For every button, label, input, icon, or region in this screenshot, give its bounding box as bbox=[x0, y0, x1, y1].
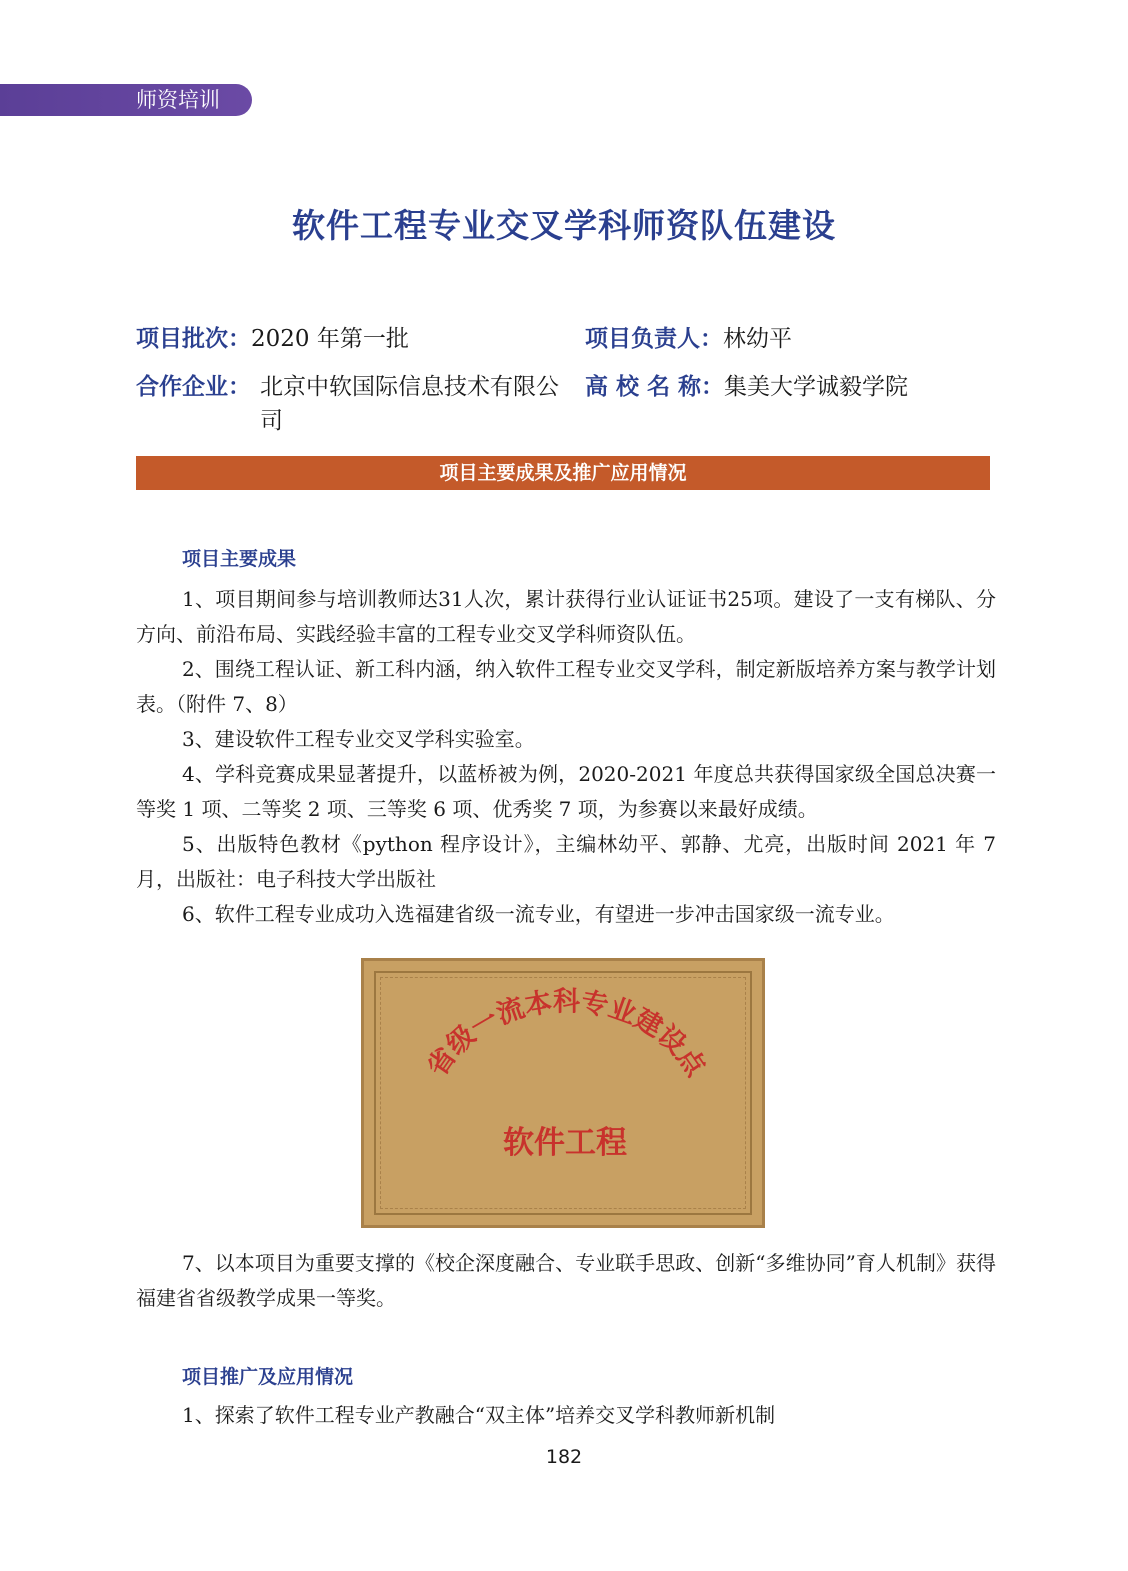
result-item-4: 4、学科竞赛成果显著提升，以蓝桥被为例，2020-2021 年度总共获得国家级全国总决赛一等奖 1 项、二等奖 2 项、三等奖 6 项、优秀奖 7 项，为参赛以来最好成绩。 bbox=[136, 762, 996, 821]
certificate-plaque bbox=[361, 958, 765, 1228]
plaque-main-text: 软件工程 bbox=[503, 1125, 627, 1161]
leader-label: 项目负责人： bbox=[585, 326, 723, 352]
school-value: 集美大学诚毅学院 bbox=[724, 374, 909, 400]
batch-value: 2020 年第一批 bbox=[251, 326, 409, 352]
page-number: 182 bbox=[545, 1446, 583, 1468]
certificate-text-svg bbox=[364, 961, 762, 1225]
company-label: 合作企业： bbox=[136, 374, 251, 400]
batch-label: 项目批次： bbox=[136, 326, 251, 352]
result-item-1: 1、项目期间参与培训教师达31人次，累计获得行业认证证书25项。建设了一支有梯队、分方向、前沿布局、实践经验丰富的工程专业交叉学科师资队伍。 bbox=[136, 587, 996, 646]
meta-school bbox=[585, 370, 908, 404]
promotion-heading: 项目推广及应用情况 bbox=[182, 1366, 354, 1388]
result-item-3: 3、建设软件工程专业交叉学科实验室。 bbox=[182, 727, 535, 751]
section-bar: 项目主要成果及推广应用情况 bbox=[136, 456, 990, 490]
results-heading: 项目主要成果 bbox=[182, 548, 297, 570]
result-item-2: 2、围绕工程认证、新工科内涵，纳入软件工程专业交叉学科，制定新版培养方案与教学计划表。（附件 7、8） bbox=[136, 657, 996, 716]
leader-value: 林幼平 bbox=[723, 326, 792, 352]
meta-leader bbox=[585, 322, 792, 356]
meta-company bbox=[136, 370, 576, 438]
company-value: 北京中软国际信息技术有限公司 bbox=[260, 374, 559, 434]
result-item-5: 5、出版特色教材《python 程序设计》，主编林幼平、郭静、尤亮，出版时间 2021 年 7 月，出版社：电子科技大学出版社 bbox=[136, 832, 996, 891]
page-title: 软件工程专业交叉学科师资队伍建设 bbox=[292, 206, 836, 245]
result-item-6: 6、软件工程专业成功入选福建省级一流专业，有望进一步冲击国家级一流专业。 bbox=[182, 902, 895, 926]
promotion-item-1: 1、探索了软件工程专业产教融合“双主体”培养交叉学科教师新机制 bbox=[182, 1403, 776, 1427]
result-item-7: 7、以本项目为重要支撑的《校企深度融合、专业联手思政、创新“多维协同”育人机制》获得福建省省级教学成果一等奖。 bbox=[136, 1251, 996, 1310]
school-label: 高 校 名 称： bbox=[585, 374, 725, 400]
section-tag: 师资培训 bbox=[0, 84, 252, 116]
plaque-arc-text: 省级一流本科专业建设点 bbox=[421, 986, 712, 1082]
meta-batch bbox=[136, 322, 409, 356]
